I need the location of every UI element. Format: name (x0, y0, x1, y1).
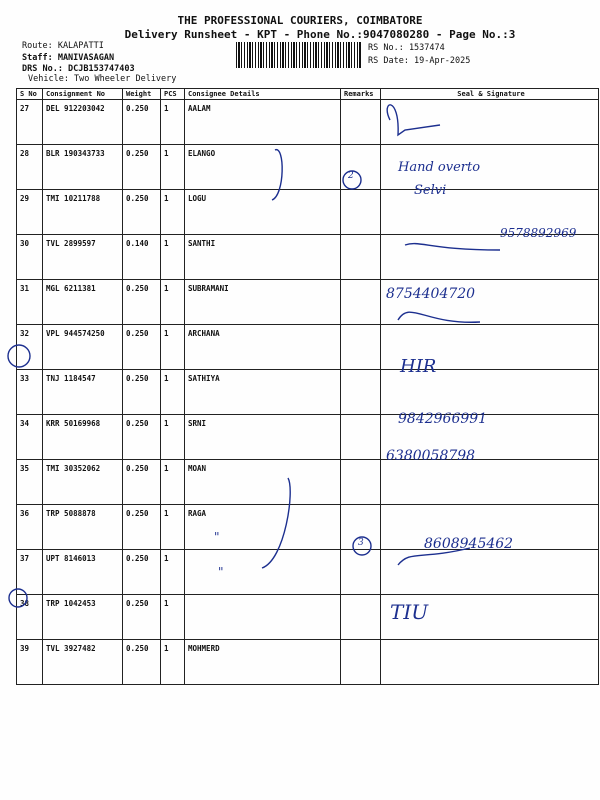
company-title: THE PROFESSIONAL COURIERS, COIMBATORE (177, 14, 423, 27)
sno: 30 (17, 235, 43, 280)
runsheet-table (16, 88, 599, 685)
table-row (17, 235, 599, 280)
weight: 0.250 (123, 595, 161, 640)
consignee: SUBRAMANI (185, 280, 341, 325)
consignment-no: VPL 944574250 (43, 325, 123, 370)
weight: 0.250 (123, 325, 161, 370)
pcs: 1 (161, 100, 185, 145)
barcode (236, 42, 362, 68)
consignment-no: UPT 8146013 (43, 550, 123, 595)
consignment-no: TVL 3927482 (43, 640, 123, 685)
col-consignment: Consignment No (43, 89, 123, 100)
consignee (185, 550, 341, 595)
table-row (17, 595, 599, 640)
sno: 32 (17, 325, 43, 370)
handwriting-hand-over: Hand overto (398, 160, 481, 175)
weight: 0.140 (123, 235, 161, 280)
sno: 36 (17, 505, 43, 550)
weight: 0.250 (123, 550, 161, 595)
pcs: 1 (161, 190, 185, 235)
staff-label: Staff: MANIVASAGAN (22, 53, 115, 63)
weight: 0.250 (123, 640, 161, 685)
weight: 0.250 (123, 415, 161, 460)
consignee (185, 595, 341, 640)
handwriting-phone-4: 6380058798 (386, 448, 476, 464)
consignment-no: TRP 5088878 (43, 505, 123, 550)
pcs: 1 (161, 550, 185, 595)
pcs: 1 (161, 640, 185, 685)
table-row (17, 415, 599, 460)
runsheet-subtitle: Delivery Runsheet - KPT - Phone No.:9047080280 - Page No.:3 (124, 28, 516, 41)
pcs: 1 (161, 370, 185, 415)
weight: 0.250 (123, 505, 161, 550)
consignee: MOHMERD (185, 640, 341, 685)
consignment-no: KRR 50169968 (43, 415, 123, 460)
table-row (17, 145, 599, 190)
col-pcs: PCS (161, 89, 185, 100)
table-header (17, 89, 599, 100)
consignee: LOGU (185, 190, 341, 235)
weight: 0.250 (123, 145, 161, 190)
weight: 0.250 (123, 100, 161, 145)
handwriting-tiu: TIU (390, 600, 429, 624)
consignee: SANTHI (185, 235, 341, 280)
sno: 28 (17, 145, 43, 190)
col-weight: Weight (123, 89, 161, 100)
table-row (17, 100, 599, 145)
consignee: RAGA (185, 505, 341, 550)
pcs: 1 (161, 415, 185, 460)
consignee: ARCHANA (185, 325, 341, 370)
col-consignee: Consignee Details (185, 89, 341, 100)
col-remarks: Remarks (341, 89, 381, 100)
consignee: SATHIYA (185, 370, 341, 415)
consignment-no: DEL 912203042 (43, 100, 123, 145)
consignee: AALAM (185, 100, 341, 145)
consignment-no: TNJ 1184547 (43, 370, 123, 415)
drs-label: DRS No.: DCJB153747403 (22, 64, 135, 74)
circle-mark-3-text: 3 (358, 538, 364, 548)
consignment-no: TMI 10211788 (43, 190, 123, 235)
handwriting-phone-2: 8754404720 (386, 286, 476, 302)
consignee: SRNI (185, 415, 341, 460)
sno: 27 (17, 100, 43, 145)
table-row (17, 460, 599, 505)
col-signature: Seal & Signature (381, 89, 599, 100)
handwriting-phone-1: 9578892969 (500, 226, 577, 240)
consignee: ELANGO (185, 145, 341, 190)
pcs: 1 (161, 280, 185, 325)
col-sno: S No (17, 89, 43, 100)
table-row (17, 325, 599, 370)
rs-number: RS No.: 1537474 (368, 43, 445, 53)
pcs: 1 (161, 505, 185, 550)
consignment-no: TMI 30352062 (43, 460, 123, 505)
handwriting-hir: HIR (400, 356, 437, 377)
pcs: 1 (161, 325, 185, 370)
sno: 37 (17, 550, 43, 595)
table-row (17, 550, 599, 595)
table-row (17, 640, 599, 685)
route-label: Route: KALAPATTI (22, 41, 104, 51)
vehicle-label: Vehicle: Two Wheeler Delivery (28, 74, 177, 84)
pcs: 1 (161, 460, 185, 505)
consignment-no: BLR 190343733 (43, 145, 123, 190)
rs-date: RS Date: 19-Apr-2025 (368, 56, 471, 66)
handwriting-selvi: Selvi (414, 183, 447, 198)
sno: 31 (17, 280, 43, 325)
table-row (17, 370, 599, 415)
weight: 0.250 (123, 460, 161, 505)
pcs: 1 (161, 235, 185, 280)
circle-mark-2-text: 2 (348, 171, 354, 181)
weight: 0.250 (123, 190, 161, 235)
sno: 38 (17, 595, 43, 640)
consignee: MOAN (185, 460, 341, 505)
consignment-no: TRP 1042453 (43, 595, 123, 640)
sno: 34 (17, 415, 43, 460)
sno: 29 (17, 190, 43, 235)
weight: 0.250 (123, 280, 161, 325)
handwriting-phone-5: 8608945462 (424, 536, 514, 552)
sno: 33 (17, 370, 43, 415)
sno: 35 (17, 460, 43, 505)
consignment-no: TVL 2899597 (43, 235, 123, 280)
table-row (17, 280, 599, 325)
ditto-mark-37: " (214, 530, 220, 544)
pcs: 1 (161, 595, 185, 640)
ditto-mark-38: " (218, 565, 224, 579)
pcs: 1 (161, 145, 185, 190)
consignment-no: MGL 6211381 (43, 280, 123, 325)
sno: 39 (17, 640, 43, 685)
weight: 0.250 (123, 370, 161, 415)
handwriting-phone-3: 9842966991 (398, 411, 488, 427)
